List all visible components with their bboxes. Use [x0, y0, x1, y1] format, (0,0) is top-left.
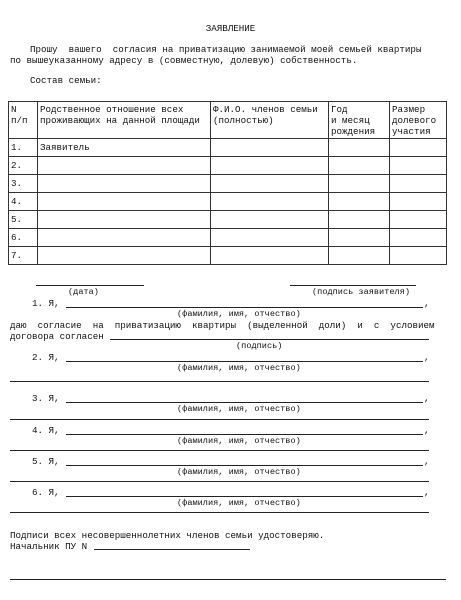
consent-entry-1-label: 1. Я, [32, 298, 60, 309]
relation-cell[interactable] [38, 157, 211, 175]
birth-date-cell[interactable] [329, 229, 390, 247]
consent-entry-2-label: 2. Я, [32, 352, 60, 363]
share-size-cell[interactable] [390, 211, 447, 229]
share-size-cell[interactable] [390, 175, 447, 193]
footer-bottom-line[interactable] [10, 579, 446, 580]
footer-chief-line[interactable] [94, 549, 250, 550]
consent-entry-3-signature-line[interactable] [10, 419, 429, 420]
fullname-cell[interactable] [211, 193, 329, 211]
fullname-cell[interactable] [211, 175, 329, 193]
consent-entry-6-signature-line[interactable] [10, 512, 429, 513]
consent-signature-caption: (подпись) [236, 341, 283, 351]
table-row [9, 247, 447, 265]
row-number: 1. [9, 139, 38, 157]
relation-cell[interactable] [38, 175, 211, 193]
fullname-cell[interactable] [211, 139, 329, 157]
consent-entry-2-line[interactable] [66, 361, 423, 362]
consent-entry-4-line[interactable] [66, 434, 423, 435]
relation-cell[interactable] [38, 193, 211, 211]
table-row [9, 157, 447, 175]
document-title: ЗАЯВЛЕНИЕ [205, 23, 256, 34]
consent-entry-6-fio-caption: (фамилия, имя, отчество) [177, 498, 301, 508]
consent-entry-2-comma: , [424, 352, 430, 363]
consent-entry-2-fio-caption: (фамилия, имя, отчество) [177, 363, 301, 373]
table-row [9, 193, 447, 211]
fullname-cell[interactable] [211, 247, 329, 265]
family-table [8, 101, 447, 265]
consent-entry-4-signature-line[interactable] [10, 450, 429, 451]
consent-entry-6-line[interactable] [66, 496, 423, 497]
row-number: 2. [9, 157, 38, 175]
consent-text-line-2: договора согласен [10, 331, 104, 342]
table-row [9, 175, 447, 193]
applicant-signature-line[interactable] [290, 285, 416, 286]
table-row [9, 229, 447, 247]
date-caption: (дата) [68, 287, 99, 297]
request-text-line-1: Прошу вашего согласия на приватизацию занимаемой моей семьей квартиры [30, 44, 422, 55]
applicant-signature-caption: (подпись заявителя) [312, 287, 410, 297]
header-share-size: Размер долевого участия [390, 102, 447, 139]
consent-entry-1-line[interactable] [66, 307, 423, 308]
consent-entry-3-comma: , [424, 393, 430, 404]
row-number: 4. [9, 193, 38, 211]
date-line[interactable] [36, 285, 144, 286]
consent-entry-5-line[interactable] [66, 465, 423, 466]
birth-date-cell[interactable] [329, 211, 390, 229]
row-number: 6. [9, 229, 38, 247]
consent-entry-5-fio-caption: (фамилия, имя, отчество) [177, 467, 301, 477]
birth-date-cell[interactable] [329, 175, 390, 193]
consent-entry-3-label: 3. Я, [32, 393, 60, 404]
consent-entry-6-comma: , [424, 487, 430, 498]
consent-entry-6-label: 6. Я, [32, 487, 60, 498]
consent-text-line-1: даю согласие на приватизацию квартиры (выделенной доли) и с условием [10, 320, 435, 331]
share-size-cell[interactable] [390, 247, 447, 265]
consent-entry-4-fio-caption: (фамилия, имя, отчество) [177, 436, 301, 446]
table-header-row [9, 102, 447, 139]
header-birth-date: Год и месяц рождения [329, 102, 390, 139]
consent-entry-4-comma: , [424, 425, 430, 436]
header-number: N п/п [9, 102, 38, 139]
consent-entry-5-signature-line[interactable] [10, 481, 429, 482]
request-text-line-2: по вышеуказанному адресу в (совместную, долевую) собственность. [10, 55, 358, 66]
row-number: 5. [9, 211, 38, 229]
consent-entry-1-fio-caption: (фамилия, имя, отчество) [177, 309, 301, 319]
table-row [9, 211, 447, 229]
consent-entry-3-line[interactable] [66, 402, 423, 403]
birth-date-cell[interactable] [329, 139, 390, 157]
table-row [9, 139, 447, 157]
birth-date-cell[interactable] [329, 193, 390, 211]
relation-cell[interactable]: Заявитель [38, 139, 211, 157]
header-fullname: Ф.И.О. членов семьи (полностью) [211, 102, 329, 139]
row-number: 3. [9, 175, 38, 193]
share-size-cell[interactable] [390, 157, 447, 175]
relation-cell[interactable] [38, 211, 211, 229]
consent-entry-4-label: 4. Я, [32, 425, 60, 436]
relation-cell[interactable] [38, 229, 211, 247]
fullname-cell[interactable] [211, 157, 329, 175]
header-relation: Родственное отношение всех проживающих на данной площади [38, 102, 211, 139]
consent-entry-5-label: 5. Я, [32, 456, 60, 467]
consent-entry-3-fio-caption: (фамилия, имя, отчество) [177, 404, 301, 414]
consent-entry-5-comma: , [424, 456, 430, 467]
footer-certification-text: Подписи всех несовершеннолетних членов семьи удостоверяю. [10, 530, 325, 541]
birth-date-cell[interactable] [329, 157, 390, 175]
share-size-cell[interactable] [390, 229, 447, 247]
birth-date-cell[interactable] [329, 247, 390, 265]
share-size-cell[interactable] [390, 139, 447, 157]
consent-signature-line[interactable] [110, 339, 429, 340]
row-number: 7. [9, 247, 38, 265]
consent-entry-1-comma: , [424, 298, 430, 309]
consent-entry-2-signature-line[interactable] [10, 381, 429, 382]
footer-chief-label: Начальник ПУ N [10, 541, 88, 552]
family-composition-label: Состав семьи: [30, 75, 102, 86]
fullname-cell[interactable] [211, 229, 329, 247]
relation-cell[interactable] [38, 247, 211, 265]
fullname-cell[interactable] [211, 211, 329, 229]
share-size-cell[interactable] [390, 193, 447, 211]
